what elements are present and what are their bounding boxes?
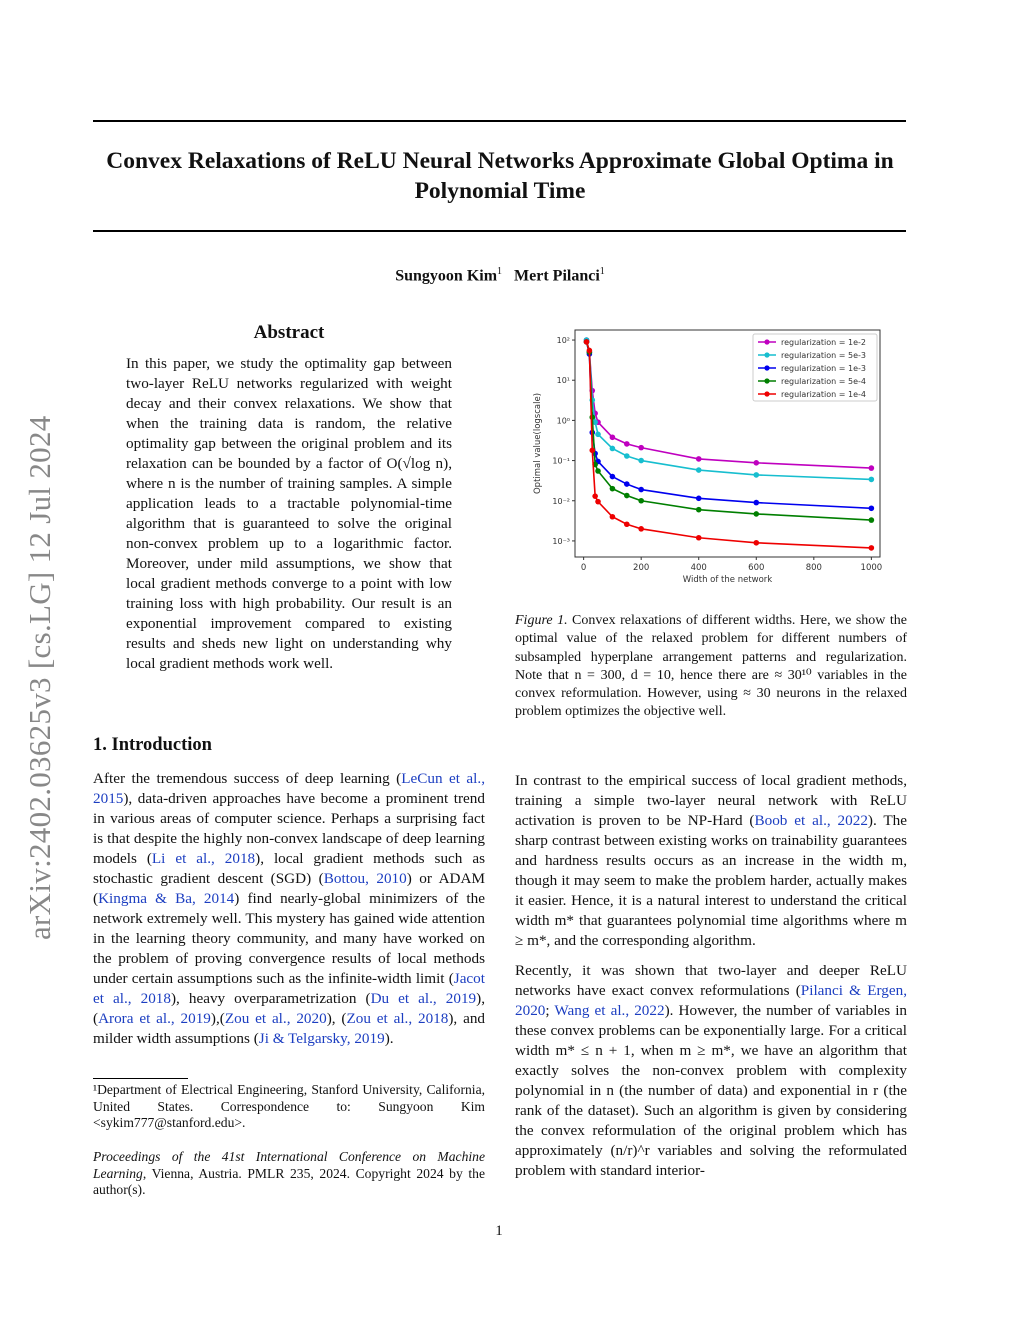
figure-caption: [515, 612, 907, 722]
data-point: [584, 339, 590, 345]
paragraph-text: ), heavy overparametrization (: [170, 990, 371, 1007]
affiliation-mark: 1: [599, 266, 605, 277]
data-point: [624, 493, 630, 499]
author-name: Sungyoon Kim: [395, 267, 498, 285]
intro-paragraph: [515, 961, 907, 1181]
data-point: [610, 474, 616, 480]
paragraph-text: ), and milder width assumptions (: [93, 1010, 486, 1047]
data-point: [869, 505, 875, 511]
abstract-text: In this paper, we study the optimality gap between two-layer ReLU networks regularized with weight decay and their convex relaxations. We show that when the training data is random, the relative optimality gap between the original problem and its relaxation can be bounded by a factor of O(√log n), where n is the number of training samples. A simple application leads to a tractable polynomial-time algorithm that is guaranteed to solve the original non-convex problem up to a logarithmic factor. Moreover, under mild assumptions, we show that local gradient methods converge to a point with low training loss with high probability. Our result is an exponential improvement compared to existing results and sheds new light on understanding why local gradient methods work well.: [126, 355, 452, 672]
citation-link[interactable]: Zou et al., 2020: [224, 1010, 327, 1027]
data-point: [589, 448, 595, 454]
intro-paragraph: [515, 771, 907, 951]
data-point: [696, 467, 702, 473]
data-point: [696, 535, 702, 541]
citation-link[interactable]: LeCun et al., 2015: [93, 770, 485, 807]
caption-text: Convex relaxations of different widths. Here, we show the optimal value of the relaxed problem for different numbers of subsampled hyperplane arrangement patterns and regularization. Note that n = 300, d = 10, hence there are ≈ 30¹⁰ variables in the convex reformulation. However, using ≈ 30 neurons in the relaxed problem optimizes the objective well.: [515, 613, 907, 720]
footnote-rule: [93, 1078, 188, 1079]
x-tick-label: 400: [690, 563, 707, 573]
data-point: [624, 453, 630, 459]
author-name: Mert Pilanci: [514, 267, 600, 285]
abstract-body: [126, 354, 452, 674]
citation-link[interactable]: Jacot et al., 2018: [93, 970, 485, 1007]
data-point: [624, 521, 630, 527]
paragraph-text: ), data-driven approaches have become a prominent trend in various areas of computer science. Perhaps a surprising fact is that despite the highly non-convex landscape of deep learning models (: [93, 790, 485, 867]
legend-label: regularization = 5e-3: [781, 351, 867, 360]
x-tick-label: 200: [633, 563, 650, 573]
figure-1-chart: [528, 325, 888, 590]
data-point: [869, 545, 875, 551]
citation-link[interactable]: Kingma & Ba, 2014: [98, 890, 235, 907]
data-point: [587, 348, 593, 354]
paragraph-text: ), local gradient methods such as stochastic gradient descent (SGD) (: [93, 850, 485, 887]
paragraph-text: In contrast to the empirical success of local gradient methods, training a simple two-layer neural network with ReLU activation is proven to be NP-Hard (: [515, 772, 907, 829]
data-point: [696, 496, 702, 502]
x-tick-label: 800: [805, 563, 822, 573]
arxiv-identifier: arXiv:2402.03625v3 [cs.LG] 12 Jul 2024: [22, 415, 57, 940]
authors: [0, 266, 1000, 285]
page-number: 1: [495, 1223, 503, 1239]
y-axis-label: Optimal value(logscale): [533, 392, 543, 495]
data-point: [753, 511, 759, 517]
paragraph-text: ), (: [93, 990, 485, 1027]
y-tick-label: 10⁻³: [552, 536, 570, 546]
data-point: [753, 472, 759, 478]
citation-link[interactable]: Du et al., 2019: [370, 990, 477, 1007]
legend-label: regularization = 1e-4: [781, 390, 867, 399]
paper-title: Convex Relaxations of ReLU Neural Networks Approximate Global Optima in Polynomial Time: [106, 148, 894, 204]
citation-link[interactable]: Wang et al., 2022: [554, 1002, 665, 1019]
data-point: [589, 414, 595, 420]
paragraph-text: ). However, the number of variables in these convex problems can be exponentially large. For a critical width m* ≤ n + 1, when m ≥ m*, we have an algorithm that exactly solves the non-convex problem with complexity polynomial in n (the number of data) and exponential in r (the rank of the dataset). Such an algorithm is given by considering the convex reformulation of the original problem which has approximately (n/r)^r variables and solving the reformulated problem with standard interior-: [515, 1002, 908, 1179]
data-point: [696, 456, 702, 462]
x-tick-label: 1000: [860, 563, 883, 573]
intro-left-column: [93, 769, 485, 1049]
section-heading: 1. Introduction: [93, 735, 212, 755]
paragraph-text: After the tremendous success of deep learning (: [93, 770, 402, 787]
y-tick-label: 10⁻¹: [552, 456, 570, 466]
data-point: [610, 486, 616, 492]
data-point: [753, 500, 759, 506]
data-point: [610, 514, 616, 520]
legend-marker: [764, 352, 769, 357]
abstract-heading: Abstract: [253, 322, 325, 343]
data-point: [624, 441, 630, 447]
data-point: [595, 499, 601, 505]
data-point: [753, 540, 759, 546]
proceedings-note: [93, 1149, 485, 1199]
x-tick-label: 0: [580, 563, 587, 573]
data-point: [610, 446, 616, 452]
data-point: [869, 517, 875, 523]
paragraph-text: ) or ADAM (: [93, 870, 485, 907]
paragraph-text: ;: [545, 1002, 555, 1019]
citation-link[interactable]: Bottou, 2010: [323, 870, 407, 887]
data-point: [869, 477, 875, 483]
title-bottom-rule: [93, 230, 906, 232]
citation-link[interactable]: Pilanci & Ergen, 2020: [515, 982, 907, 1019]
legend-marker: [764, 391, 769, 396]
citation-link[interactable]: Li et al., 2018: [151, 850, 256, 867]
data-point: [753, 460, 759, 466]
paragraph-text: ) find nearly-global minimizers of the network extremely well. This mystery has gained wide attention in the learning theory community, and many have worked on the problem of proving convergence results of local methods under certain assumptions such as the infinite-width limit (: [93, 890, 485, 987]
data-point: [595, 468, 601, 474]
legend-marker: [764, 365, 769, 370]
proceedings-details: , Vienna, Austria. PMLR 235, 2024. Copyright 2024 by the author(s).: [93, 1165, 485, 1197]
data-point: [638, 445, 644, 451]
data-point: [595, 432, 601, 438]
legend-marker: [764, 378, 769, 383]
footnote: ¹Department of Electrical Engineering, Stanford University, California, United States. Correspondence to: Sungyoon Kim <sykim777@stanford.edu>.: [93, 1082, 485, 1130]
data-point: [869, 465, 875, 471]
y-tick-label: 10²: [556, 336, 570, 346]
data-point: [638, 526, 644, 532]
citation-link[interactable]: Arora et al., 2019: [98, 1010, 211, 1027]
citation-link[interactable]: Zou et al., 2018: [346, 1010, 449, 1027]
citation-link[interactable]: Ji & Telgarsky, 2019: [258, 1030, 385, 1047]
legend-marker: [764, 339, 769, 344]
data-point: [624, 481, 630, 487]
top-rule: [93, 120, 906, 122]
legend-label: regularization = 1e-2: [781, 338, 867, 347]
legend-label: regularization = 5e-4: [781, 377, 867, 386]
proceedings-venue: Proceedings of the 41st International Conference on Machine Learning: [93, 1149, 485, 1181]
paragraph-text: ), (: [326, 1010, 347, 1027]
x-tick-label: 600: [748, 563, 765, 573]
paragraph-text: ).: [384, 1030, 394, 1047]
data-point: [592, 493, 598, 499]
paragraph-text: Recently, it was shown that two-layer and deeper ReLU networks have exact convex reformulations (: [515, 962, 907, 999]
paragraph-text: ),(: [210, 1010, 225, 1027]
legend-label: regularization = 1e-3: [781, 364, 867, 373]
citation-link[interactable]: Boob et al., 2022: [754, 812, 868, 829]
affiliation-mark: 1: [497, 266, 503, 277]
y-tick-label: 10⁻²: [552, 496, 570, 506]
x-axis-label: Width of the network: [682, 575, 773, 585]
y-tick-label: 10¹: [556, 376, 570, 386]
data-point: [610, 434, 616, 440]
data-point: [638, 498, 644, 504]
figure-label: Figure 1.: [515, 613, 568, 628]
paragraph-text: ). The sharp contrast between existing works on trainability guarantees and hardness results occurs as an increase in the width m, though it may seem to make the problem harder, actually makes it easier. Hence, it is a natural interest to understand the critical width m* that guarantees polynomial time algorithms where m ≥ m*, and the corresponding algorithm.: [515, 812, 907, 949]
intro-right-column: [515, 771, 907, 1181]
data-point: [638, 487, 644, 493]
data-point: [696, 507, 702, 513]
data-point: [638, 458, 644, 464]
y-tick-label: 10⁰: [556, 416, 570, 426]
intro-paragraph: [93, 769, 485, 1049]
